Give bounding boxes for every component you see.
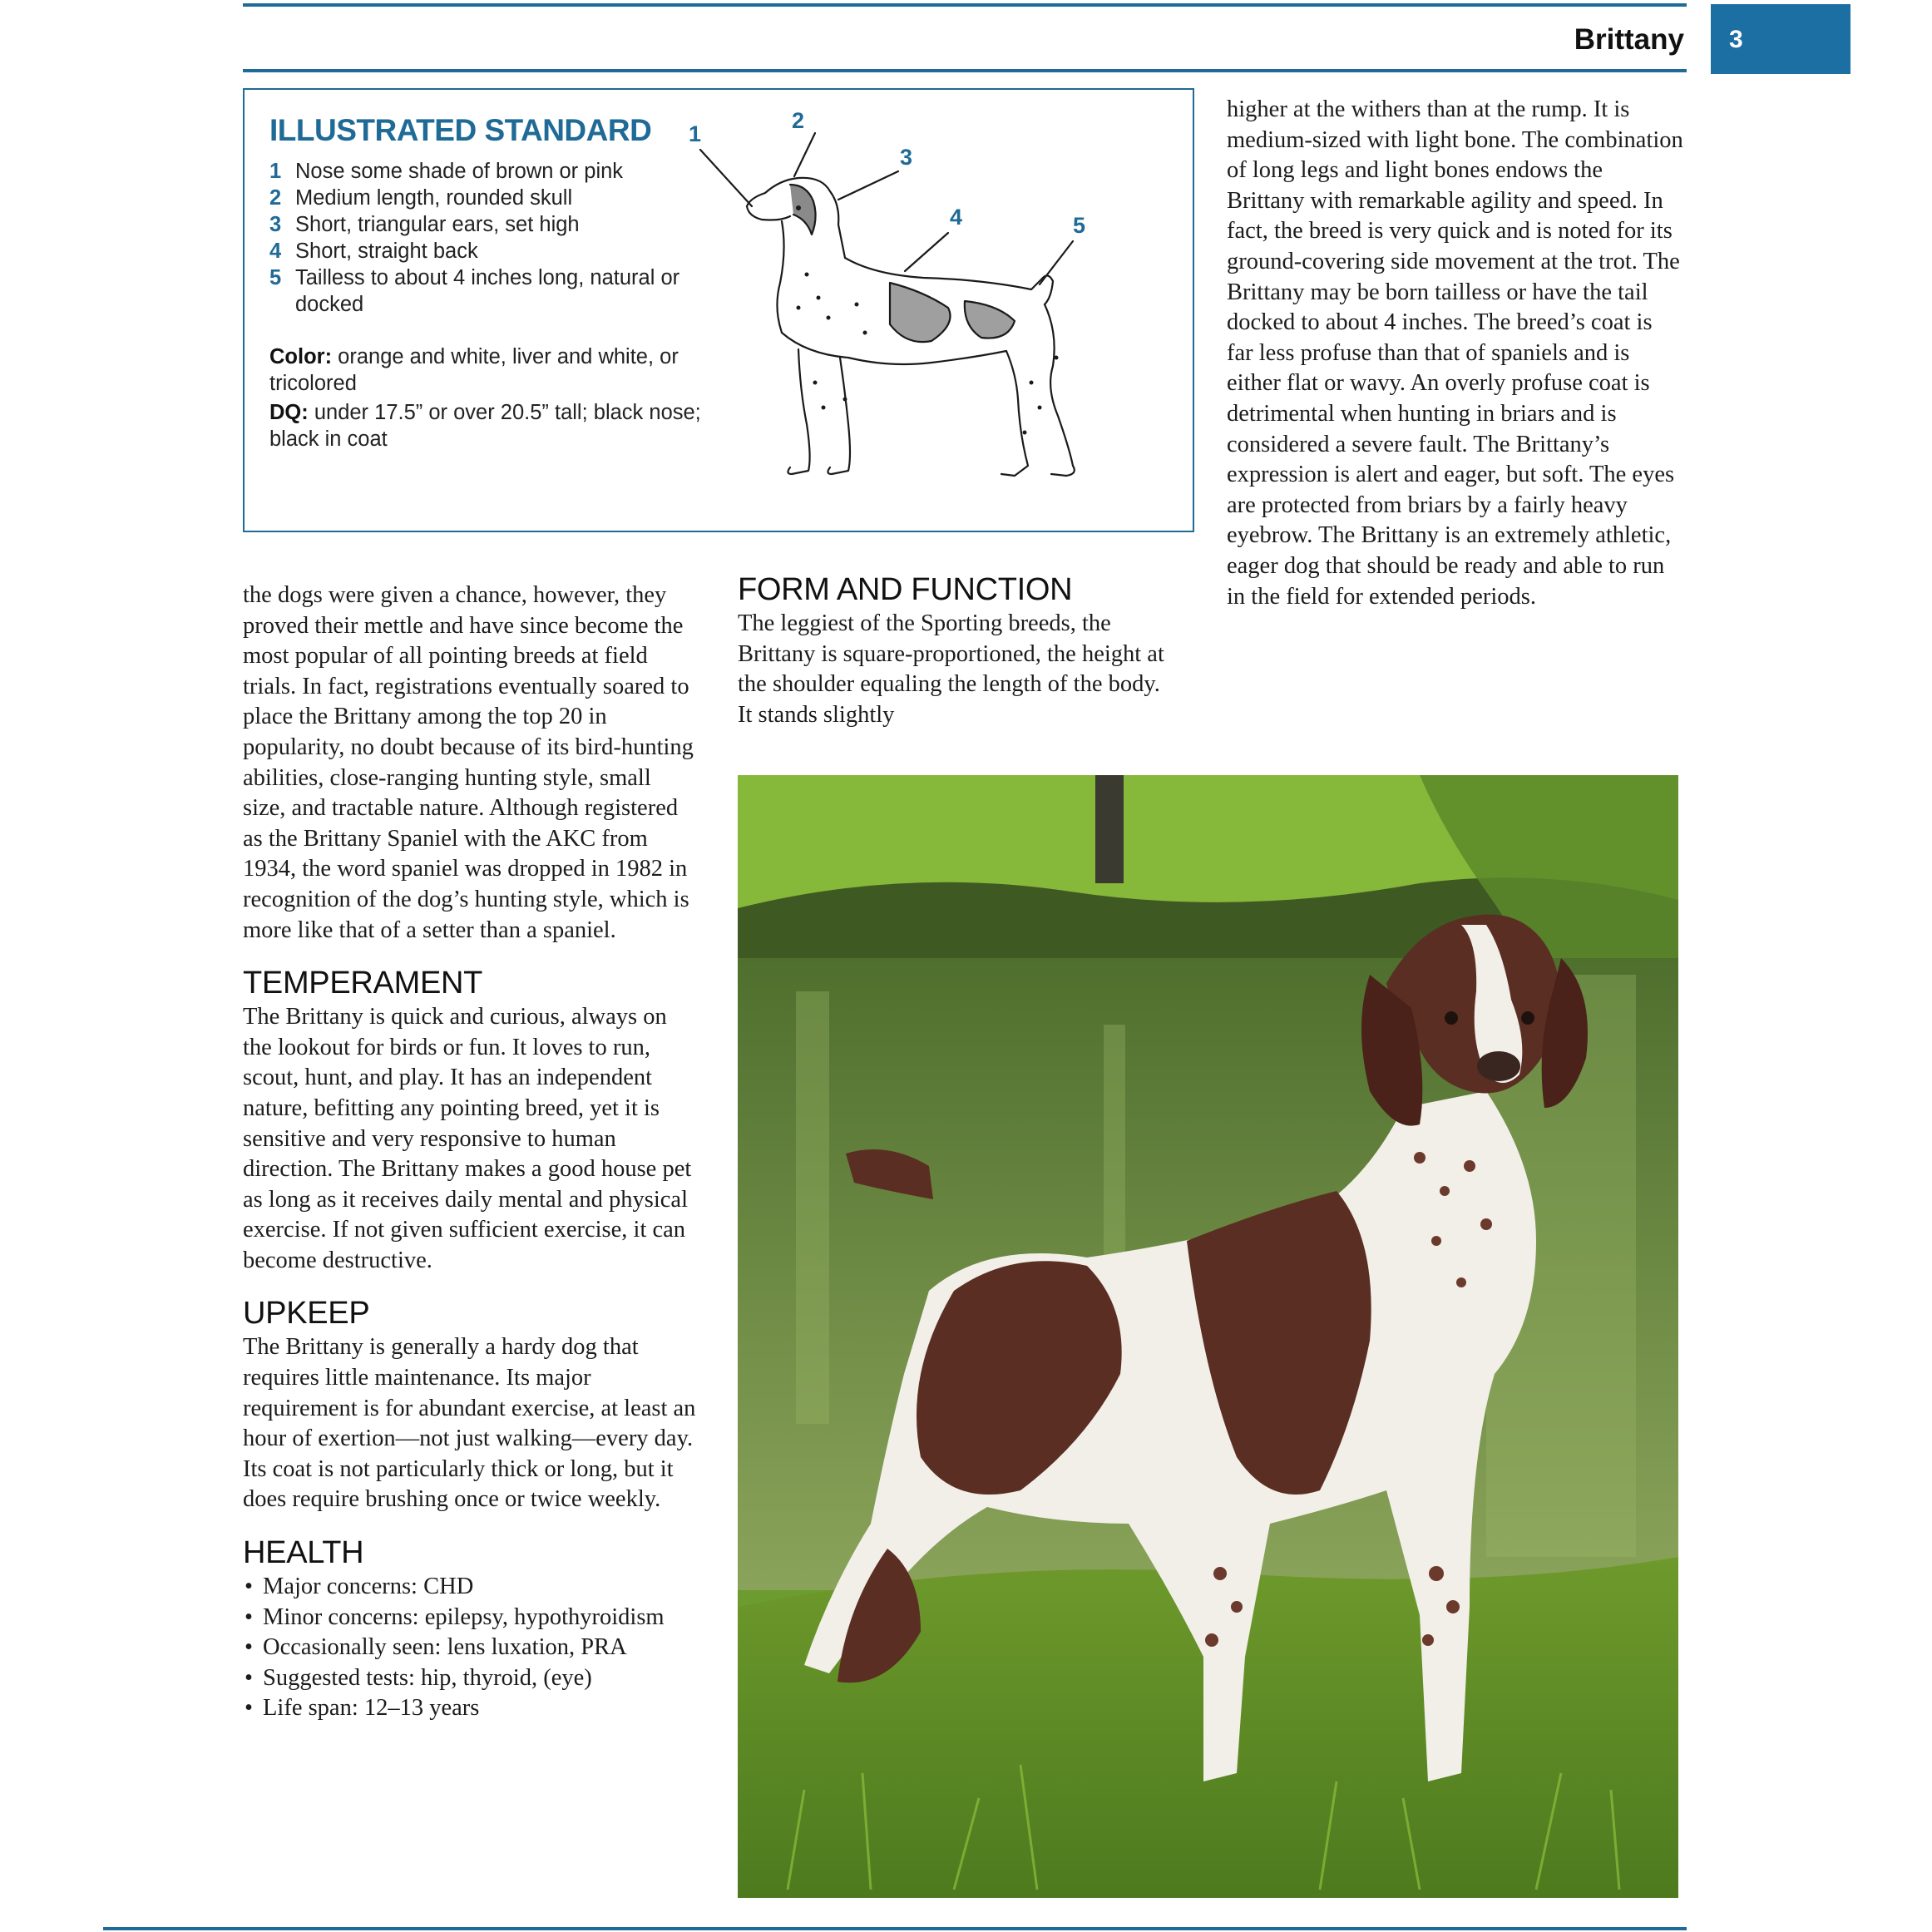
callout-number-5: 5	[1073, 213, 1086, 238]
brittany-photo	[738, 775, 1678, 1898]
standard-item	[269, 264, 702, 318]
form-function-heading: FORM AND FUNCTION	[738, 572, 1073, 607]
health-list	[243, 1572, 696, 1724]
form-function-text-part2: higher at the withers than at the rump. It is medium-sized with light bone. The combination of long legs and light bones endows the Brittany with remarkable agility and speed. In fact, the breed is very quick and is noted for its ground-covering side movement at the trot. The Brittany may be born tailless or have the tail docked to about 4 inches. The breed’s coat is far less profuse than that of spaniels and is either flat or wavy. An overly profuse coat is detrimental when hunting in briars and is considered a severe fault. The Brittany’s expression is alert and eager, but soft. The eyes are protected from briars by a fairly heavy eyebrow. The Brittany is an extremely athletic, eager dog that should be ready and able to run in the field for extended periods.	[1227, 96, 1683, 610]
standard-item-number: 4	[269, 240, 282, 263]
temperament-text: The Brittany is quick and curious, always on the lookout for birds or fun. It loves to run, scout, hunt, and play. It has an independent nature, befitting any pointing breed, yet it is sensitive and very responsive to human direction. The Brittany makes a good house pet as long as it receives daily mental and physical exercise. If not given sufficient exercise, it can become destructive.	[243, 1004, 692, 1273]
standard-item	[269, 211, 702, 238]
callout-line-1	[700, 150, 752, 206]
health-item: • Occasionally seen: lens luxation, PRA	[243, 1633, 696, 1663]
health-heading: HEALTH	[243, 1535, 364, 1571]
footer-rule	[103, 1927, 1687, 1930]
standard-item-text: Medium length, rounded skull	[295, 186, 573, 210]
health-item: • Major concerns: CHD	[243, 1572, 696, 1603]
right-column	[1227, 95, 1684, 612]
callout-number-3: 3	[900, 145, 913, 170]
intro-continued-text: the dogs were given a chance, however, they proved their mettle and have since become the most popular of all pointing breeds at field trials. In fact, registrations eventually soared to place the Brittany among the top 20 in popularity, no doubt because of its bird-hunting abilities, close-ranging hunting style, small size, and tractable nature. Although registered as the Brittany Spaniel with the AKC from 1934, the word spaniel was dropped in 1982 in recognition of the dog’s hunting style, which is more like that of a setter than a spaniel.	[243, 582, 694, 943]
page-number-tab: 3	[1711, 4, 1850, 74]
illustrated-standard-title: ILLUSTRATED STANDARD	[269, 113, 652, 147]
standard-item-text: Nose some shade of brown or pink	[295, 160, 624, 183]
temperament-heading: TEMPERAMENT	[243, 966, 483, 1001]
callout-line-3	[838, 171, 898, 200]
dq-label: DQ:	[269, 401, 309, 424]
standard-item-text: Short, straight back	[295, 240, 478, 263]
standard-item-text: Tailless to about 4 inches long, natural or docked	[295, 266, 680, 316]
upkeep-heading: UPKEEP	[243, 1296, 370, 1332]
dog-chest-outline	[777, 221, 783, 333]
standard-item	[269, 158, 702, 185]
standard-item-number: 2	[269, 186, 282, 210]
standard-item-number: 5	[269, 266, 282, 289]
dq-text: under 17.5” or over 20.5” tall; black nose; black in coat	[269, 401, 701, 451]
form-function-text-part1: The leggiest of the Sporting breeds, the Brittany is square-proportioned, the height at the shoulder equaling the length of the body. It stands slightly	[738, 610, 1164, 728]
health-item: • Life span: 12–13 years	[243, 1693, 696, 1724]
header-bottom-rule	[243, 69, 1687, 72]
callout-line-5	[1040, 241, 1073, 284]
callout-number-2: 2	[792, 108, 805, 133]
standard-item-number: 1	[269, 160, 282, 183]
left-column	[243, 581, 696, 1724]
standard-item-number: 3	[269, 213, 282, 236]
health-item: • Minor concerns: epilepsy, hypothyroidism	[243, 1603, 696, 1633]
callout-line-4	[905, 233, 948, 271]
breed-title: Brittany	[1574, 23, 1684, 56]
callout-line-2	[794, 133, 815, 176]
callout-number-1: 1	[689, 121, 702, 146]
dog-back-outline	[845, 258, 1053, 304]
standard-item	[269, 185, 702, 211]
color-text: orange and white, liver and white, or tricolored	[269, 345, 679, 395]
dq-note	[269, 399, 702, 452]
header-top-rule	[243, 3, 1687, 7]
standard-item	[269, 238, 702, 264]
standard-list	[269, 158, 702, 318]
callout-number-4: 4	[950, 205, 963, 230]
color-label: Color:	[269, 345, 333, 368]
middle-column	[738, 572, 1170, 730]
upkeep-text: The Brittany is generally a hardy dog that requires little maintenance. Its major requirement is for abundant exercise, at least an hour of exertion—not just walking—every day. Its coat is not particularly thick or long, but it does require brushing once or twice weekly.	[243, 1334, 696, 1513]
standard-item-text: Short, triangular ears, set high	[295, 213, 580, 236]
dog-belly-outline	[782, 333, 1006, 364]
color-note	[269, 343, 702, 397]
dog-drawing-art	[682, 108, 1131, 516]
health-item: • Suggested tests: hip, thyroid, (eye)	[243, 1663, 696, 1694]
